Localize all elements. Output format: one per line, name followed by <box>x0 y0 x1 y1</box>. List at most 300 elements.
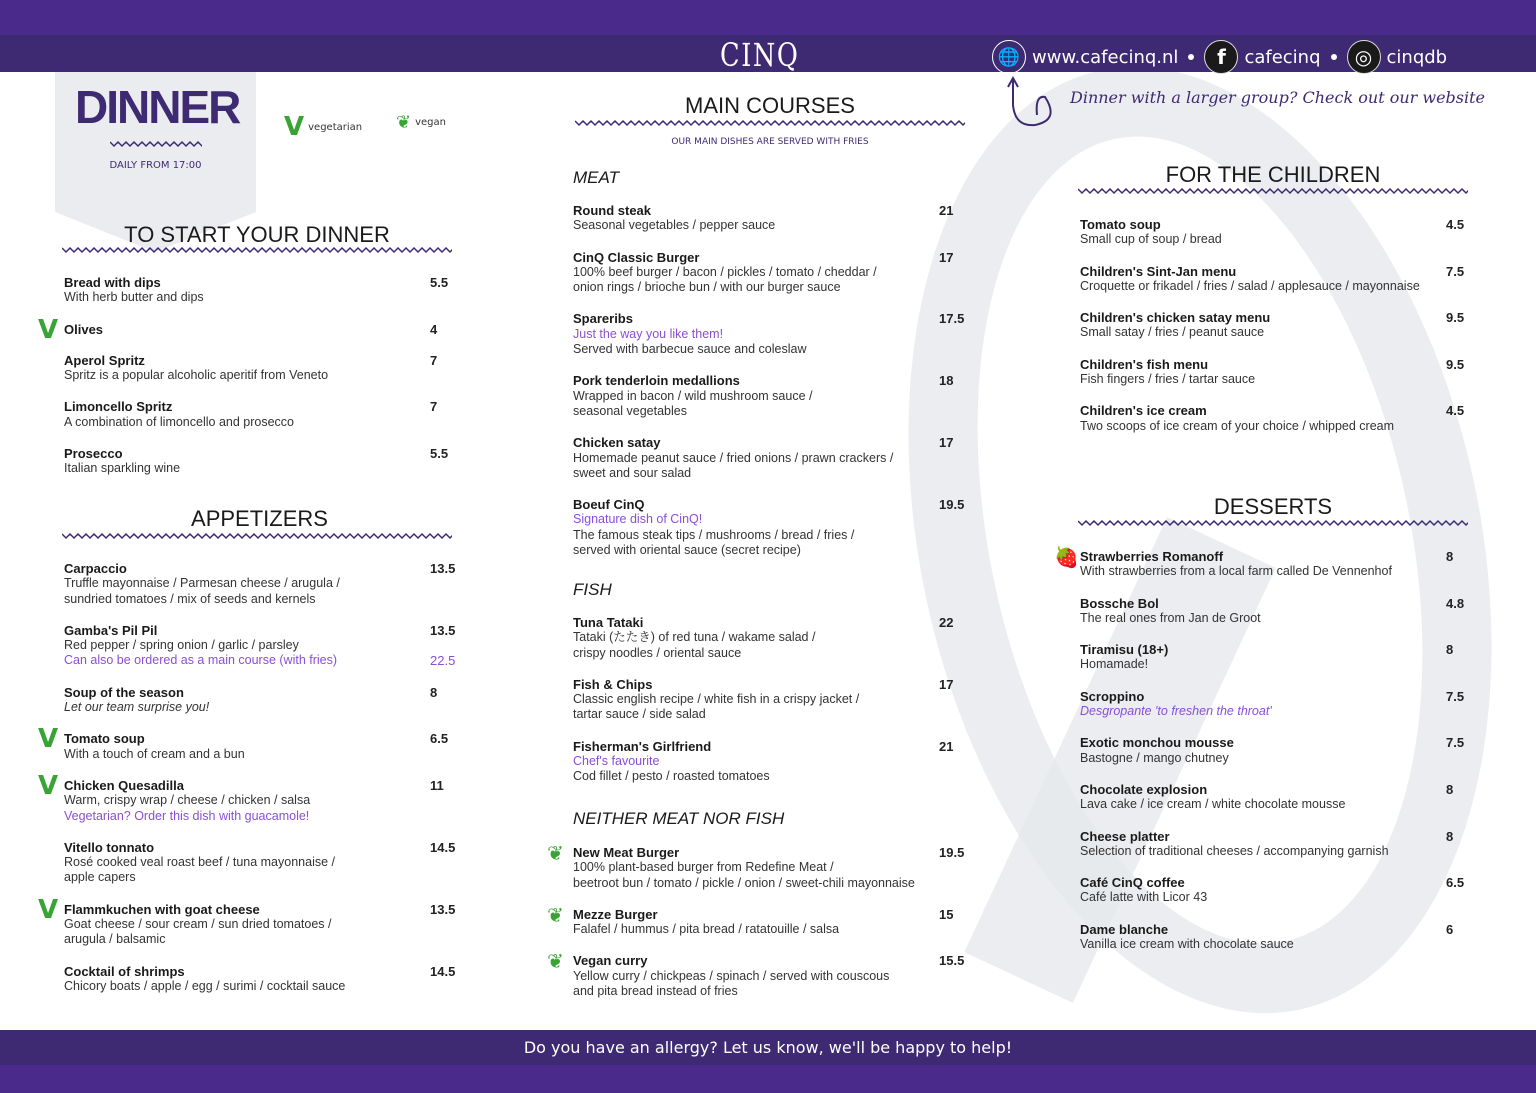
item-text: Signature dish of CinQ! <box>573 512 703 527</box>
vegetarian-icon: V <box>38 894 59 925</box>
legend-vegetarian <box>284 112 362 142</box>
item-description <box>64 793 454 808</box>
item-name <box>1080 310 1470 325</box>
starters-list <box>38 275 454 493</box>
item-price: 7.5 <box>1446 263 1465 279</box>
item-price: 13.5 <box>430 622 456 638</box>
item-text: sundried tomatoes / mix of seeds and kernels <box>64 591 316 606</box>
item-note <box>573 512 963 527</box>
item-text: Flammkuchen with goat cheese <box>64 901 260 917</box>
menu-item <box>1080 782 1470 813</box>
item-name <box>1080 782 1470 797</box>
item-text: Italian sparkling wine <box>64 461 181 476</box>
subsection-title-neither: NEITHER MEAT NOR FISH <box>573 809 785 828</box>
item-text: onion rings / brioche bun / with our burger sauce <box>573 280 841 295</box>
bottom-decor-band <box>0 1065 1536 1093</box>
meat-list <box>573 203 963 574</box>
item-description <box>64 917 454 932</box>
zigzag-divider <box>575 119 965 127</box>
item-price: 9.5 <box>1446 310 1465 326</box>
children-list <box>1080 217 1470 450</box>
menu-item <box>64 561 454 607</box>
item-name <box>573 373 963 388</box>
item-description <box>64 638 454 653</box>
item-name <box>1080 689 1470 704</box>
item-description <box>573 876 963 891</box>
item-name <box>1080 735 1470 750</box>
item-note <box>64 809 454 824</box>
item-name <box>573 311 963 326</box>
item-description <box>573 692 963 707</box>
item-description <box>573 342 963 357</box>
item-price: 17 <box>939 676 954 692</box>
legend-vegan <box>396 112 446 133</box>
item-price: 7.5 <box>1446 735 1465 751</box>
item-name <box>64 685 454 700</box>
item-name <box>1080 642 1470 657</box>
item-text: A combination of limoncello and prosecco <box>64 414 294 429</box>
item-text: Aperol Spritz <box>64 352 145 368</box>
item-price: 21 <box>939 203 954 218</box>
item-note <box>573 327 963 342</box>
zigzag-divider <box>110 140 202 148</box>
item-description <box>1080 564 1470 579</box>
item-text: Homamade! <box>1080 657 1149 672</box>
separator-dot <box>1331 54 1337 60</box>
item-description <box>573 922 963 937</box>
item-text: Tataki (たたき) of red tuna / wakame salad / <box>573 630 816 645</box>
vegan-icon: ❦ <box>547 902 564 927</box>
item-description <box>573 451 963 466</box>
item-text: New Meat Burger <box>573 845 680 860</box>
item-text: Vegetarian? Order this dish with guacamole! <box>64 808 310 823</box>
item-description <box>573 769 963 784</box>
item-price: 17 <box>939 249 954 265</box>
item-price: 13.5 <box>430 561 456 576</box>
item-text: Vitello tonnato <box>64 839 155 855</box>
item-description <box>573 218 963 233</box>
item-description <box>64 415 454 430</box>
item-name <box>64 964 454 979</box>
strawberry-icon: 🍓 <box>1054 545 1079 569</box>
item-price: 21 <box>939 738 954 754</box>
item-name <box>1080 596 1470 611</box>
item-text: Gamba's Pil Pil <box>64 622 158 638</box>
item-price: 8 <box>1446 549 1454 564</box>
vegan-icon: ❦ <box>547 949 564 974</box>
item-description <box>64 576 454 591</box>
section-title-starters: TO START YOUR DINNER <box>124 222 390 247</box>
zigzag-divider <box>1078 519 1468 527</box>
item-description <box>1080 657 1470 672</box>
item-description <box>573 280 963 295</box>
item-text: and pita bread instead of fries <box>573 984 738 999</box>
menu-item <box>64 353 454 384</box>
item-name <box>1080 357 1470 372</box>
menu-item <box>573 373 963 419</box>
item-text: The famous steak tips / mushrooms / bread / fries / <box>573 527 855 542</box>
item-text: Let our team surprise you! <box>64 700 210 715</box>
item-name <box>573 739 963 754</box>
item-text: Yellow curry / chickpeas / spinach / served with couscous <box>573 968 890 983</box>
item-description <box>1080 890 1470 905</box>
item-note <box>1080 704 1470 719</box>
item-text: Spritz is a popular alcoholic aperitif from Veneto <box>64 368 329 383</box>
menu-item <box>573 497 963 558</box>
item-text: Goat cheese / sour cream / sun dried tomatoes / <box>64 917 332 932</box>
curved-arrow-icon <box>1005 75 1065 130</box>
item-text: Warm, crispy wrap / cheese / chicken / salsa <box>64 793 311 808</box>
item-text: beetroot bun / tomato / pickle / onion / sweet-chili mayonnaise <box>573 875 915 890</box>
item-price: 6 <box>1446 921 1454 937</box>
menu-item <box>573 250 963 296</box>
menu-item <box>1080 596 1470 627</box>
item-description <box>573 404 963 419</box>
item-name <box>64 322 454 337</box>
item-text: Tomato soup <box>64 731 145 747</box>
item-price: 4.5 <box>1446 217 1465 232</box>
item-text: 100% beef burger / bacon / pickles / tomato / cheddar / <box>573 264 877 279</box>
fish-list <box>573 615 963 801</box>
menu-item <box>38 724 454 762</box>
item-text: Chef's favourite <box>573 754 660 769</box>
menu-item <box>573 677 963 723</box>
menu-item <box>64 623 454 669</box>
item-text: Spareribs <box>573 311 633 327</box>
item-text: Falafel / hummus / pita bread / ratatouille / salsa <box>573 922 840 937</box>
item-name <box>64 731 454 746</box>
item-price: 15.5 <box>939 953 965 969</box>
item-name <box>64 446 454 461</box>
item-name <box>1080 549 1470 564</box>
item-text: Tiramisu (18+) <box>1080 642 1169 658</box>
menu-item <box>547 902 963 938</box>
desserts-list <box>1054 545 1470 968</box>
item-price: 7 <box>430 399 438 415</box>
menu-item <box>1080 310 1470 341</box>
menu-item <box>1080 829 1470 860</box>
item-text: Strawberries Romanoff <box>1080 549 1224 564</box>
item-text: Prosecco <box>64 446 123 462</box>
menu-item <box>1080 642 1470 673</box>
item-name <box>64 275 454 290</box>
item-text: Fish fingers / fries / tartar sauce <box>1080 372 1256 387</box>
item-text: Homemade peanut sauce / fried onions / prawn crackers / <box>573 450 894 465</box>
item-description <box>1080 325 1470 340</box>
item-price: 8 <box>1446 828 1454 844</box>
item-text: Scroppino <box>1080 688 1145 704</box>
item-description <box>573 466 963 481</box>
item-text: Carpaccio <box>64 561 127 576</box>
item-name <box>1080 829 1470 844</box>
item-text: served with oriental sauce (secret recipe) <box>573 543 801 558</box>
item-description <box>573 984 963 999</box>
dinner-title: DINNER <box>75 81 240 133</box>
menu-item <box>547 949 965 999</box>
menu-item <box>1080 875 1470 906</box>
item-text: Wrapped in bacon / wild mushroom sauce / <box>573 388 813 403</box>
item-price: 7 <box>430 352 438 368</box>
cinq-logo: CINQ <box>720 36 800 74</box>
item-text: Tomato soup <box>1080 217 1161 232</box>
item-price: 13.5 <box>430 901 456 917</box>
item-text: Can also be ordered as a main course (with fries) <box>64 653 338 668</box>
item-description <box>64 932 454 947</box>
item-description <box>64 979 454 994</box>
neither-list <box>547 841 965 1015</box>
menu-item <box>38 894 456 948</box>
item-text: Small cup of soup / bread <box>1080 232 1222 247</box>
item-text: Lava cake / ice cream / white chocolate mousse <box>1080 797 1346 812</box>
item-text: Selection of traditional cheeses / accompanying garnish <box>1080 843 1389 858</box>
item-text: Soup of the season <box>64 684 184 700</box>
item-text: Two scoops of ice cream of your choice / whipped cream <box>1080 418 1395 433</box>
website-link[interactable]: www.cafecinq.nl <box>1032 46 1179 68</box>
item-name <box>573 845 963 860</box>
item-price: 5.5 <box>430 446 449 462</box>
zigzag-divider <box>62 246 452 254</box>
item-price: 5.5 <box>430 275 449 290</box>
item-description <box>573 646 963 661</box>
item-description <box>64 592 454 607</box>
item-price: 8 <box>430 684 438 700</box>
dinner-tab <box>55 72 256 212</box>
item-text: Tuna Tataki <box>573 615 644 630</box>
item-price: 6.5 <box>430 731 449 747</box>
item-text: Vegan curry <box>573 953 648 969</box>
item-description <box>1080 797 1470 812</box>
vegetarian-icon: V <box>38 770 59 801</box>
item-text: Olives <box>64 321 104 337</box>
item-text: Croquette or frikadel / fries / salad / applesauce / mayonnaise <box>1080 278 1420 293</box>
subsection-title-fish: FISH <box>573 580 612 599</box>
menu-item <box>1080 689 1470 720</box>
item-description <box>1080 844 1470 859</box>
item-text: Pork tenderloin medallions <box>573 373 740 389</box>
facebook-link[interactable]: cafecinq <box>1244 46 1321 68</box>
item-price: 4.8 <box>1446 595 1465 611</box>
section-title-desserts: DESSERTS <box>1213 494 1333 519</box>
main-subtitle: OUR MAIN DISHES ARE SERVED WITH FRIES <box>671 137 869 147</box>
item-description <box>573 969 963 984</box>
item-note <box>64 653 454 668</box>
group-note: Dinner with a larger group? Check out our website <box>1070 88 1486 107</box>
section-title-appetizers: APPETIZERS <box>191 506 328 531</box>
item-name <box>1080 922 1470 937</box>
item-name <box>64 778 454 793</box>
social-links <box>992 40 1447 74</box>
item-text: Café CinQ coffee <box>1080 875 1185 891</box>
item-description <box>573 265 963 280</box>
item-text: Bastogne / mango chutney <box>1080 750 1229 765</box>
item-price: 15 <box>939 906 954 922</box>
item-name <box>64 561 454 576</box>
menu-item <box>547 841 965 891</box>
item-price: 17 <box>939 435 954 451</box>
item-price: 14.5 <box>430 839 456 855</box>
item-description <box>1080 937 1470 952</box>
menu-item <box>573 435 963 481</box>
item-name <box>64 840 454 855</box>
menu-item <box>38 314 454 345</box>
item-name <box>573 615 963 630</box>
vegetarian-icon: V <box>38 314 59 345</box>
item-text: Round steak <box>573 203 652 218</box>
item-note <box>573 754 963 769</box>
menu-item <box>1080 264 1470 295</box>
item-description <box>64 870 454 885</box>
section-title-main: MAIN COURSES <box>685 93 855 118</box>
item-text: Served with barbecue sauce and coleslaw <box>573 342 807 357</box>
instagram-icon: ◎ <box>1347 40 1381 74</box>
appetizers-list <box>38 561 456 1010</box>
vegan-icon: ❦ <box>396 112 412 133</box>
item-description <box>64 700 454 715</box>
item-text: crispy noodles / oriental sauce <box>573 645 742 660</box>
menu-item <box>573 203 963 234</box>
menu-item <box>1080 922 1470 953</box>
item-description <box>573 630 963 645</box>
menu-item <box>38 770 454 824</box>
menu-item <box>64 399 454 430</box>
item-description <box>64 747 454 762</box>
item-text: Children's chicken satay menu <box>1080 310 1271 326</box>
item-price: 4 <box>430 321 438 337</box>
item-text: Classic english recipe / white fish in a crispy jacket / <box>573 692 860 707</box>
item-text: Chicken satay <box>573 435 661 451</box>
item-text: With a touch of cream and a bun <box>64 746 245 761</box>
menu-item <box>64 446 454 477</box>
item-text: Cocktail of shrimps <box>64 963 185 979</box>
item-text: tartar sauce / side salad <box>573 707 706 722</box>
zigzag-divider <box>1078 187 1468 195</box>
item-text: Boeuf CinQ <box>573 497 645 513</box>
item-text: Small satay / fries / peanut sauce <box>1080 325 1265 340</box>
globe-icon: 🌐 <box>992 40 1026 74</box>
item-text: sweet and sour salad <box>573 465 692 480</box>
item-price: 8 <box>1446 781 1454 797</box>
item-price: 9.5 <box>1446 356 1465 372</box>
vegetarian-icon: V <box>38 724 59 755</box>
item-description <box>573 543 963 558</box>
menu-item <box>1080 217 1470 248</box>
item-description <box>1080 611 1470 626</box>
item-text: Chicory boats / apple / egg / surimi / cocktail sauce <box>64 978 346 993</box>
item-name <box>64 623 454 638</box>
item-name <box>573 907 963 922</box>
item-text: Exotic monchou mousse <box>1080 735 1234 751</box>
item-text: Children's ice cream <box>1080 403 1207 419</box>
item-text: Children's fish menu <box>1080 356 1209 372</box>
item-text: apple capers <box>64 870 136 885</box>
item-text: Cod fillet / pesto / roasted tomatoes <box>573 769 770 784</box>
item-name <box>1080 217 1470 232</box>
item-price: 6.5 <box>1446 875 1465 891</box>
item-text: Chocolate explosion <box>1080 781 1208 797</box>
item-text: Chicken Quesadilla <box>64 777 184 793</box>
legend-label: vegan <box>415 117 446 128</box>
item-name <box>1080 403 1470 418</box>
item-text: With herb butter and dips <box>64 290 204 305</box>
item-name <box>573 677 963 692</box>
instagram-link[interactable]: cinqdb <box>1386 46 1448 68</box>
menu-item <box>573 739 963 785</box>
menu-item <box>64 964 454 995</box>
allergy-footer: Do you have an allergy? Let us know, we'll be happy to help! <box>0 1030 1536 1065</box>
item-text: Children's Sint-Jan menu <box>1080 263 1237 279</box>
item-text: Truffle mayonnaise / Parmesan cheese / arugula / <box>64 576 340 591</box>
item-price: 11 <box>430 777 444 793</box>
item-price: 8 <box>1446 642 1454 658</box>
item-text: Desgropante 'to freshen the throat' <box>1080 704 1272 719</box>
dinner-hours: DAILY FROM 17:00 <box>109 160 202 171</box>
menu-item <box>573 615 963 661</box>
item-text: seasonal vegetables <box>573 403 687 418</box>
menu-item <box>64 275 454 306</box>
vegetarian-icon: V <box>284 112 305 142</box>
item-description <box>1080 279 1470 294</box>
item-text: Rosé cooked veal roast beef / tuna mayonnaise / <box>64 855 335 870</box>
item-name <box>573 497 963 512</box>
item-description <box>1080 751 1470 766</box>
item-price: 4.5 <box>1446 403 1465 419</box>
item-price: 7.5 <box>1446 688 1465 704</box>
item-price: 22.5 <box>430 653 456 669</box>
item-text: 100% plant-based burger from Redefine Meat / <box>573 860 834 875</box>
item-name <box>573 203 963 218</box>
item-description <box>1080 372 1470 387</box>
item-price: 22 <box>939 615 954 630</box>
item-name <box>1080 875 1470 890</box>
top-decor-band <box>0 0 1536 35</box>
item-description <box>64 290 454 305</box>
item-description <box>64 855 454 870</box>
item-price: 14.5 <box>430 963 456 979</box>
item-name <box>573 953 963 968</box>
menu-item <box>1054 545 1470 580</box>
vegan-icon: ❦ <box>547 841 564 865</box>
item-description <box>573 389 963 404</box>
item-text: Fisherman's Girlfriend <box>573 738 712 754</box>
menu-item <box>1080 403 1470 434</box>
item-name <box>573 250 963 265</box>
item-description <box>64 368 454 383</box>
item-name <box>64 399 454 414</box>
item-text: Bossche Bol <box>1080 595 1159 611</box>
item-text: The real ones from Jan de Groot <box>1080 610 1261 625</box>
section-title-children: FOR THE CHILDREN <box>1165 162 1381 187</box>
item-text: Just the way you like them! <box>573 326 724 341</box>
item-price: 18 <box>939 373 954 389</box>
menu-item <box>64 840 454 886</box>
item-name <box>573 435 963 450</box>
item-text: Café latte with Licor 43 <box>1080 890 1208 905</box>
item-text: arugula / balsamic <box>64 932 166 947</box>
menu-item <box>1080 357 1470 388</box>
menu-item <box>573 311 963 357</box>
item-text: Limoncello Spritz <box>64 399 173 415</box>
item-description <box>1080 419 1470 434</box>
legend-label: vegetarian <box>308 121 363 133</box>
item-text: With strawberries from a local farm called De Vennenhof <box>1080 564 1392 579</box>
item-description <box>64 461 454 476</box>
item-text: Mezze Burger <box>573 906 658 922</box>
item-price: 19.5 <box>939 497 965 513</box>
separator-dot <box>1188 54 1194 60</box>
zigzag-divider <box>62 532 452 540</box>
item-price: 19.5 <box>939 845 965 860</box>
item-name <box>64 353 454 368</box>
